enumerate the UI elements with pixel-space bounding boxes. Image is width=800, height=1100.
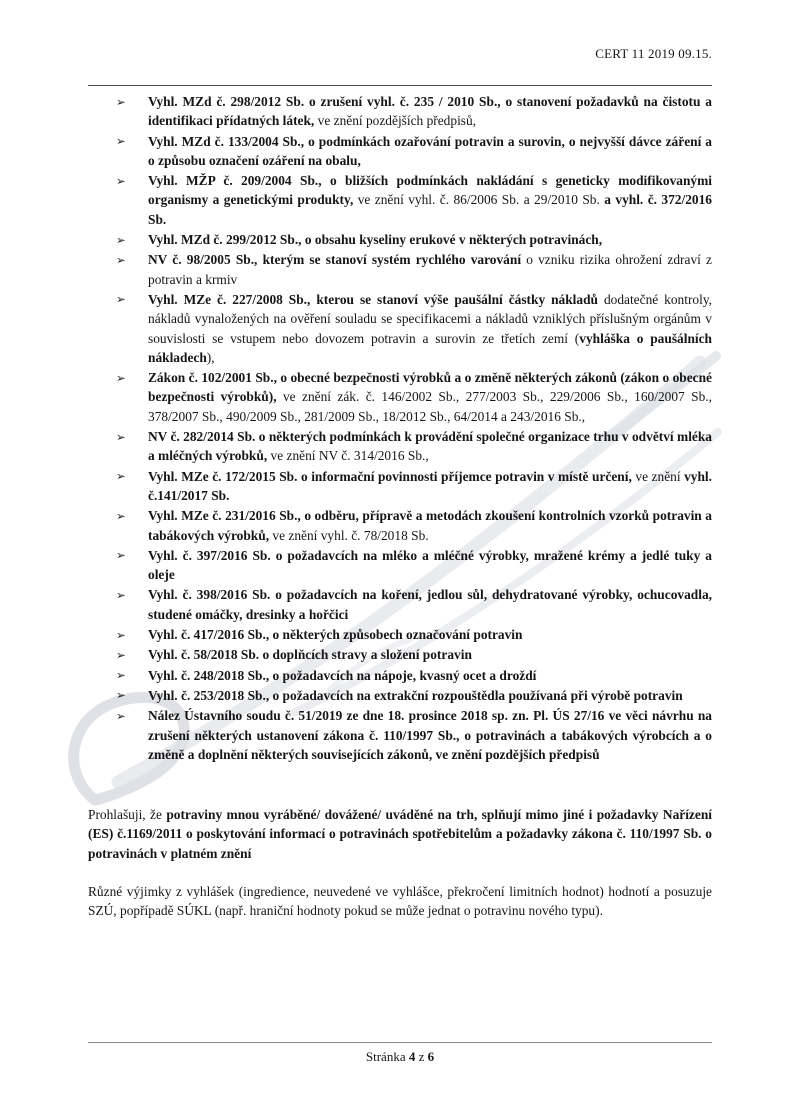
arrow-bullet-icon: ➢ bbox=[116, 587, 126, 602]
list-item-text bbox=[148, 647, 472, 662]
text-segment: vyhláška o paušálních nákladech bbox=[148, 330, 712, 365]
list-item-text bbox=[148, 548, 712, 582]
arrow-bullet-icon: ➢ bbox=[116, 429, 126, 444]
list-item bbox=[88, 686, 712, 705]
text-segment: ve znění vyhl. č. 86/2006 Sb. a 29/2010 Sb. bbox=[357, 192, 605, 208]
exceptions-paragraph bbox=[88, 882, 712, 921]
list-item-text bbox=[148, 252, 712, 286]
text-segment: 6 bbox=[427, 1049, 435, 1064]
header-date: CERT 11 2019 09.15. bbox=[595, 46, 712, 61]
list-item bbox=[88, 132, 712, 171]
text-segment: Vyhl. MZd č. 299/2012 Sb., o obsahu kyseliny erukové v některých potravinách, bbox=[148, 232, 603, 248]
list-item bbox=[88, 666, 712, 685]
text-segment: ve znění bbox=[635, 468, 685, 484]
arrow-bullet-icon: ➢ bbox=[116, 708, 126, 723]
text-segment: NV č. 98/2005 Sb., kterým se stanoví systém rychlého varování bbox=[148, 252, 527, 268]
arrow-bullet-icon: ➢ bbox=[116, 292, 126, 307]
list-item bbox=[88, 645, 712, 664]
page-content bbox=[88, 92, 712, 921]
arrow-bullet-icon: ➢ bbox=[116, 668, 126, 683]
arrow-bullet-icon: ➢ bbox=[116, 469, 126, 484]
arrow-bullet-icon: ➢ bbox=[116, 548, 126, 563]
text-segment: Vyhl. MŽP č. 209/2004 Sb., o bližších podmínkách nakládání s geneticky modifikovanými organismy a genetickými produkty, bbox=[148, 173, 712, 208]
list-item bbox=[88, 92, 712, 131]
text-segment: Vyhl. č. 397/2016 Sb. o požadavcích na mléko a mléčné výrobky, mražené krémy a jedlé tuky a oleje bbox=[148, 547, 712, 583]
text-segment: Vyhl. MZe č. 227/2008 Sb., kterou se stanoví výše paušální částky nákladů bbox=[148, 291, 604, 307]
list-item bbox=[88, 368, 712, 426]
list-item bbox=[88, 290, 712, 367]
list-item bbox=[88, 506, 712, 545]
text-segment: ve znění pozdějších předpisů, bbox=[317, 113, 477, 129]
list-item-text bbox=[148, 627, 522, 642]
arrow-bullet-icon: ➢ bbox=[116, 94, 126, 109]
regulation-list bbox=[88, 92, 712, 764]
footer-rule bbox=[88, 1042, 712, 1043]
text-segment: potraviny mnou vyráběné/ dovážené/ uváděné na trh, splňují mimo jiné i požadavky Nařízení (ES) č.1169/2011 o poskytování informací o potravinách spotřebitelům a požadavky zákona č. 110/1997 Sb. o potravinách v platném znění bbox=[88, 807, 712, 861]
list-item bbox=[88, 171, 712, 229]
list-item-text bbox=[148, 708, 712, 762]
list-item-text bbox=[148, 587, 712, 621]
text-segment: vyhl. č.141/2017 Sb. bbox=[148, 468, 712, 503]
text-segment: Vyhl. MZe č. 172/2015 Sb. o informační povinnosti příjemce potravin v místě určení, bbox=[148, 468, 636, 484]
text-segment: Vyhl. č. 398/2016 Sb. o požadavcích na koření, jedlou sůl, dehydratované výrobky, ochucovadla, studené omáčky, dresinky a hořčici bbox=[148, 587, 712, 622]
text-segment: Různé výjimky z vyhlášek (ingredience, neuvedené ve vyhlášce, překročení limitních hodnot) hodnotí a posuzuje SZÚ, popřípadě SÚKL (např. hraniční hodnoty pokud se může jednat o potravinu nového typu). bbox=[88, 883, 712, 919]
text-segment: Vyhl. č. 58/2018 Sb. o doplňcích stravy a složení potravin bbox=[148, 647, 472, 663]
arrow-bullet-icon: ➢ bbox=[116, 173, 126, 188]
text-segment: a vyhl. č. 372/2016 Sb. bbox=[148, 192, 712, 227]
text-segment: Vyhl. MZd č. 298/2012 Sb. o zrušení vyhl. č. 235 / 2010 Sb., o stanovení požadavků na čistotu a identifikaci přídatných látek, bbox=[148, 94, 712, 129]
text-segment: dodatečné kontroly, nákladů vynaložených na ověření souladu se specifikacemi a nákladů vzniklých příslušným orgánům v souvislosti se vstupem nebo dovozem potravin a surovin ze třetích zemí ( bbox=[148, 291, 713, 346]
list-item bbox=[88, 467, 712, 506]
text-segment: Vyhl. MZd č. 133/2004 Sb., o podmínkách ozařování potravin a surovin, o nejvyšší dávce záření a o způsobu označení ozáření na obalu, bbox=[148, 133, 712, 168]
arrow-bullet-icon: ➢ bbox=[116, 370, 126, 385]
text-segment: NV č. 282/2014 Sb. o některých podmínkách k provádění společné organizace trhu v odvětví mléka a mléčných výrobků, bbox=[148, 429, 712, 464]
text-segment: ve znění zák. č. 146/2002 Sb., 277/2003 Sb., 229/2006 Sb., 160/2007 Sb., 378/2007 Sb., 490/2009 Sb., 281/2009 Sb., 18/2012 Sb., 64/2014 a 243/2016 Sb., bbox=[148, 389, 712, 424]
list-item bbox=[88, 250, 712, 289]
arrow-bullet-icon: ➢ bbox=[116, 647, 126, 662]
list-item-text bbox=[148, 429, 712, 463]
arrow-bullet-icon: ➢ bbox=[116, 508, 126, 523]
list-item-text bbox=[148, 134, 712, 168]
text-segment: ), bbox=[206, 349, 215, 365]
header-rule bbox=[88, 85, 712, 86]
list-item bbox=[88, 427, 712, 466]
arrow-bullet-icon: ➢ bbox=[116, 134, 126, 149]
text-segment: Vyhl. č. 253/2018 Sb., o požadavcích na extrakční rozpouštědla používaná při výrobě potravin bbox=[148, 687, 683, 703]
text-segment: Zákon č. 102/2001 Sb., o obecné bezpečnosti výrobků a o změně některých zákonů (zákon o obecné bezpečnosti výrobků), bbox=[148, 370, 712, 405]
list-item bbox=[88, 706, 712, 764]
page-number bbox=[0, 1047, 800, 1066]
list-item bbox=[88, 546, 712, 585]
list-item-text bbox=[148, 469, 712, 503]
text-segment: Stránka bbox=[365, 1049, 409, 1064]
text-segment: 4 bbox=[408, 1049, 416, 1064]
text-segment: Vyhl. MZe č. 231/2016 Sb., o odběru, přípravě a metodách zkoušení kontrolních vzorků potravin a tabákových výrobků, bbox=[148, 508, 712, 543]
arrow-bullet-icon: ➢ bbox=[116, 232, 126, 247]
list-item-text bbox=[148, 232, 602, 247]
list-item-text bbox=[148, 173, 712, 227]
text-segment: z bbox=[415, 1049, 428, 1064]
text-segment: Vyhl. č. 417/2016 Sb., o některých způsobech označování potravin bbox=[148, 627, 523, 643]
text-segment: o vzniku rizika ohrožení zdraví z potravin a krmiv bbox=[148, 252, 712, 287]
list-item bbox=[88, 230, 712, 249]
arrow-bullet-icon: ➢ bbox=[116, 252, 126, 267]
list-item bbox=[88, 585, 712, 624]
arrow-bullet-icon: ➢ bbox=[116, 688, 126, 703]
declaration-paragraph bbox=[88, 805, 712, 863]
list-item-text bbox=[148, 508, 712, 542]
text-segment: Prohlašuji, že bbox=[88, 807, 167, 823]
list-item-text bbox=[148, 370, 712, 424]
text-segment: ve znění vyhl. č. 78/2018 Sb. bbox=[272, 527, 429, 543]
text-segment: Nález Ústavního soudu č. 51/2019 ze dne 18. prosince 2018 sp. zn. Pl. ÚS 27/16 ve věci návrhu na zrušení některých ustanovení zákona č. 110/1997 Sb., o potravinách a tabákových výrobcích a o změně a doplnění některých souvisejících zákonů, ve znění pozdějších předpisů bbox=[148, 708, 712, 762]
list-item-text bbox=[148, 94, 712, 128]
text-segment: Vyhl. č. 248/2018 Sb., o požadavcích na nápoje, kvasný ocet a droždí bbox=[148, 667, 537, 683]
text-segment: ve znění NV č. 314/2016 Sb., bbox=[270, 448, 429, 464]
list-item bbox=[88, 625, 712, 644]
list-item-text bbox=[148, 668, 536, 683]
list-item-text bbox=[148, 688, 683, 703]
list-item-text bbox=[148, 292, 712, 365]
arrow-bullet-icon: ➢ bbox=[116, 627, 126, 642]
